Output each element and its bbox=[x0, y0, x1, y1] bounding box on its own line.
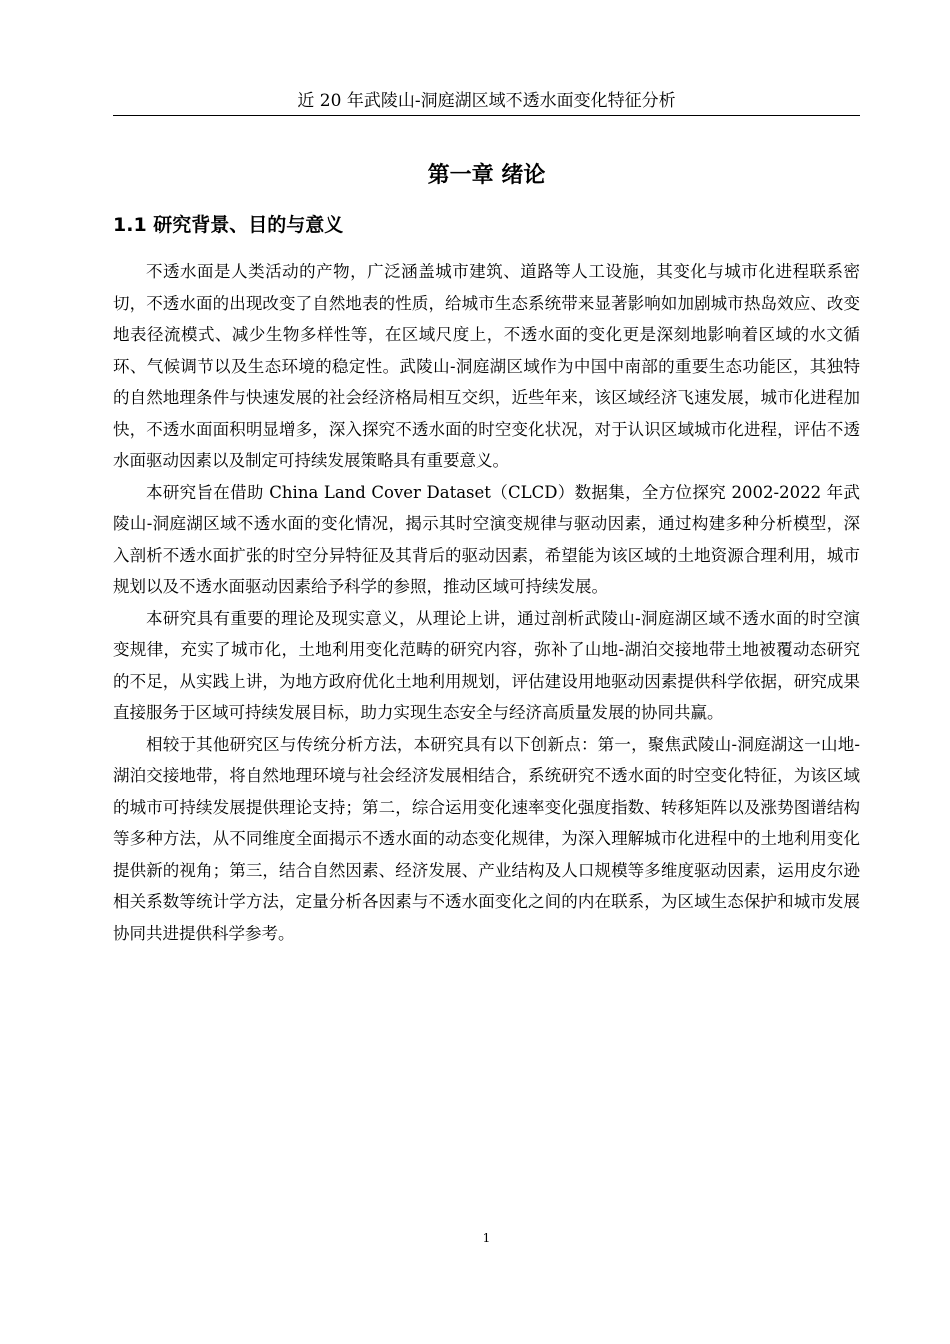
body-text bbox=[113, 256, 860, 949]
paragraph: 不透水面是人类活动的产物，广泛涵盖城市建筑、道路等人工设施，其变化与城市化进程联系密切，不透水面的出现改变了自然地表的性质，给城市生态系统带来显著影响如加剧城市热岛效应、改变地表径流模式、减少生物多样性等，在区域尺度上，不透水面的变化更是深刻地影响着区域的水文循环、气候调节以及生态环境的稳定性。武陵山-洞庭湖区域作为中国中南部的重要生态功能区，其独特的自然地理条件与快速发展的社会经济格局相互交织，近些年来，该区域经济飞速发展，城市化进程加快，不透水面面积明显增多，深入探究不透水面的时空变化状况，对于认识区域城市化进程，评估不透水面驱动因素以及制定可持续发展策略具有重要意义。 bbox=[113, 262, 860, 470]
paragraph: 本研究旨在借助 China Land Cover Dataset（CLCD）数据集，全方位探究 2002-2022 年武陵山-洞庭湖区域不透水面的变化情况，揭示其时空演变规律与驱动因素，通过构建多种分析模型，深入剖析不透水面扩张的时空分异特征及其背后的驱动因素，希望能为该区域的土地资源合理利用，城市规划以及不透水面驱动因素给予科学的参照，推动区域可持续发展。 bbox=[113, 482, 860, 596]
running-header: 近 20 年武陵山-洞庭湖区域不透水面变化特征分析 bbox=[297, 91, 676, 111]
header-rule bbox=[113, 115, 860, 116]
section-title: 1.1 研究背景、目的与意义 bbox=[113, 214, 344, 236]
chapter-title: 第一章 绪论 bbox=[427, 163, 546, 188]
page-number: 1 bbox=[482, 1231, 491, 1245]
paragraph: 相较于其他研究区与传统分析方法，本研究具有以下创新点：第一，聚焦武陵山-洞庭湖这一山地-湖泊交接地带，将自然地理环境与社会经济发展相结合，系统研究不透水面的时空变化特征，为该区域的城市可持续发展提供理论支持；第二，综合运用变化速率变化强度指数、转移矩阵以及涨势图谱结构等多种方法，从不同维度全面揭示不透水面的动态变化规律，为深入理解城市化进程中的土地利用变化提供新的视角；第三，结合自然因素、经济发展、产业结构及人口规模等多维度驱动因素，运用皮尔逊相关系数等统计学方法，定量分析各因素与不透水面变化之间的内在联系，为区域生态保护和城市发展协同共进提供科学参考。 bbox=[113, 734, 860, 943]
paragraph: 本研究具有重要的理论及现实意义，从理论上讲，通过剖析武陵山-洞庭湖区域不透水面的时空演变规律，充实了城市化，土地利用变化范畴的研究内容，弥补了山地-湖泊交接地带土地被覆动态研究的不足，从实践上讲，为地方政府优化土地利用规划，评估建设用地驱动因素提供科学依据，研究成果直接服务于区域可持续发展目标，助力实现生态安全与经济高质量发展的协同共赢。 bbox=[113, 608, 860, 722]
